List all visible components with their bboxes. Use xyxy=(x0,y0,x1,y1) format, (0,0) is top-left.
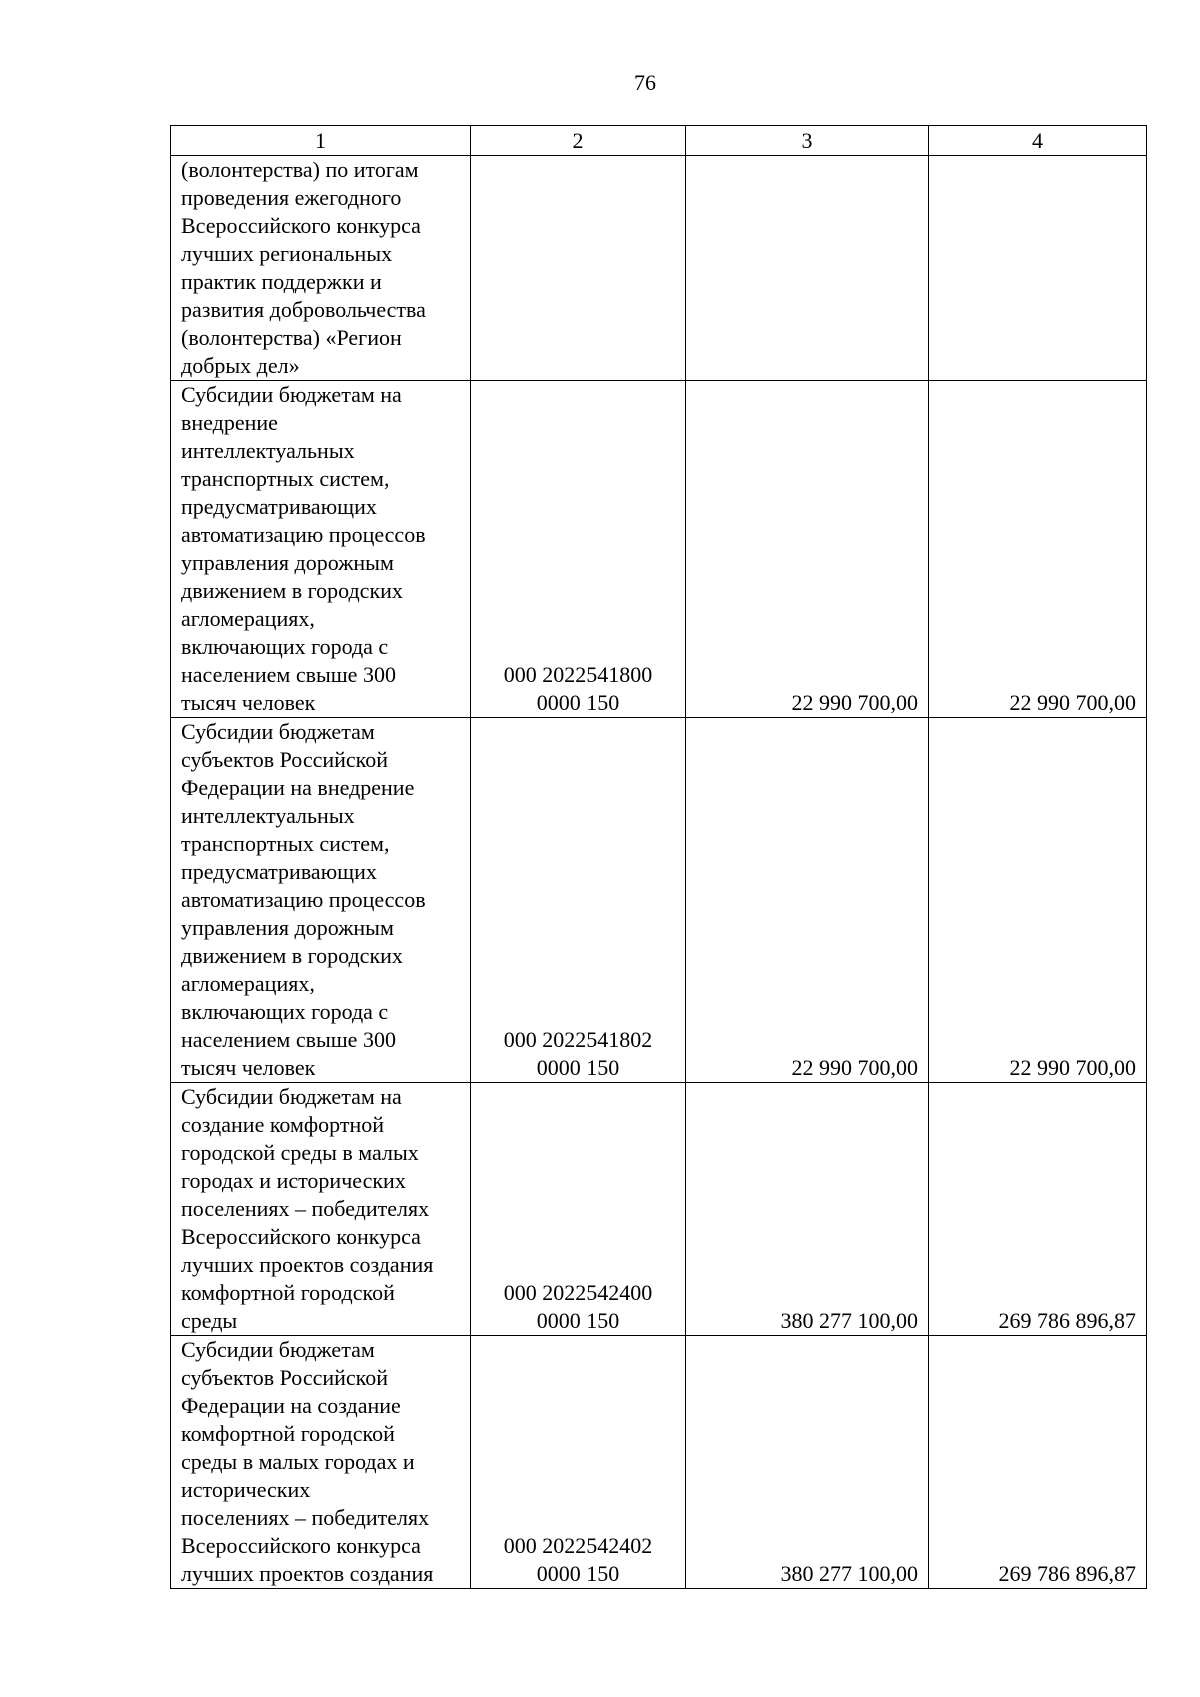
row-amount-4: 269 786 896,87 xyxy=(929,1083,1147,1336)
row-code: 000 2022542400 0000 150 xyxy=(503,1280,653,1333)
row-amount-3 xyxy=(686,156,929,381)
table-body xyxy=(171,156,1147,1589)
table-row xyxy=(171,1336,1147,1589)
row-description-cell xyxy=(171,156,471,381)
table-row xyxy=(171,718,1147,1083)
row-description: (волонтерства) по итогам проведения ежегодного Всероссийского конкурса лучших региональных практик поддержки и развития добровольчества (волонтерства) «Регион добрых дел» xyxy=(181,157,426,378)
budget-table xyxy=(170,125,1147,1589)
row-amount-4: 269 786 896,87 xyxy=(929,1336,1147,1589)
row-description: Субсидии бюджетам на создание комфортной городской среды в малых городах и исторических поселениях – победителях Всероссийского конкурса лучших проектов создания комфортной городской среды xyxy=(181,1084,434,1333)
row-description-cell xyxy=(171,1336,471,1589)
row-code: 000 2022542402 0000 150 xyxy=(503,1533,653,1586)
row-description-cell xyxy=(171,718,471,1083)
column-header-1: 1 xyxy=(171,126,471,156)
row-amount-4: 22 990 700,00 xyxy=(929,381,1147,718)
row-description-cell xyxy=(171,1083,471,1336)
row-code: 000 2022541802 0000 150 xyxy=(503,1027,653,1080)
row-code: 000 2022541800 0000 150 xyxy=(503,662,653,715)
row-code-cell xyxy=(471,718,686,1083)
row-code-cell xyxy=(471,381,686,718)
row-code-cell xyxy=(471,1336,686,1589)
page-number: 76 xyxy=(634,70,656,95)
row-amount-3: 22 990 700,00 xyxy=(686,718,929,1083)
table-row xyxy=(171,1083,1147,1336)
column-header-2: 2 xyxy=(471,126,686,156)
table-row xyxy=(171,156,1147,381)
row-description-cell xyxy=(171,381,471,718)
table-row xyxy=(171,381,1147,718)
row-description: Субсидии бюджетам субъектов Российской Федерации на создание комфортной городской среды в малых городах и исторических поселениях – победителях Всероссийского конкурса лучших проектов создания xyxy=(181,1337,434,1586)
row-description: Субсидии бюджетам субъектов Российской Федерации на внедрение интеллектуальных транспортных систем, предусматривающих автоматизацию процессов управления дорожным движением в городских агломерациях, включающих города с населением свыше 300 тысяч человек xyxy=(181,719,426,1080)
row-code-cell xyxy=(471,1083,686,1336)
row-code-cell xyxy=(471,156,686,381)
column-header-3: 3 xyxy=(686,126,929,156)
row-amount-3: 380 277 100,00 xyxy=(686,1083,929,1336)
column-header-4: 4 xyxy=(929,126,1147,156)
table-header xyxy=(171,126,1147,156)
row-amount-4: 22 990 700,00 xyxy=(929,718,1147,1083)
row-description: Субсидии бюджетам на внедрение интеллектуальных транспортных систем, предусматривающих автоматизацию процессов управления дорожным движением в городских агломерациях, включающих города с населением свыше 300 тысяч человек xyxy=(181,382,426,715)
row-amount-4 xyxy=(929,156,1147,381)
row-amount-3: 22 990 700,00 xyxy=(686,381,929,718)
header-row xyxy=(171,126,1147,156)
row-amount-3: 380 277 100,00 xyxy=(686,1336,929,1589)
